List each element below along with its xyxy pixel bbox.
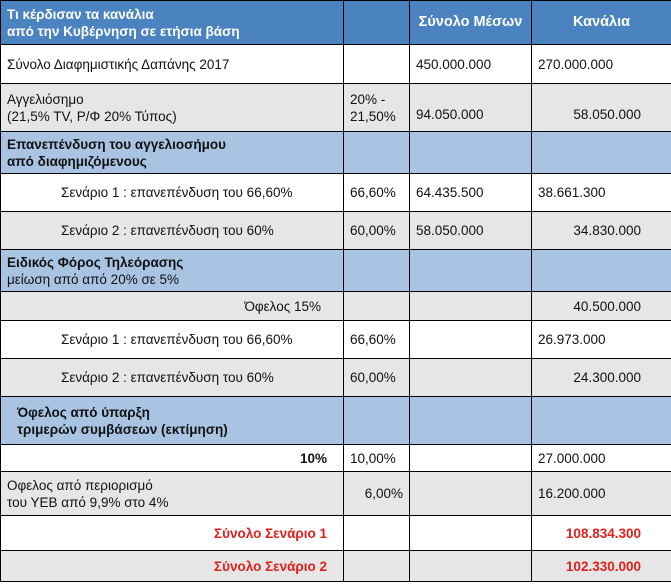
stamp-pct-line1: 20% - [350,91,386,107]
row-reinvest-s2 [1,212,671,250]
tax-s1-channels: 26.973.000 [532,321,671,359]
total-s1-media [410,516,532,551]
stamp-pct [344,84,410,132]
reinvest-s2-label: Σενάριο 2 : επανεπένδυση του 60% [1,212,344,250]
limit-channels: 16.200.000 [532,472,671,516]
benefit-15-channels: 40.500.000 [532,292,671,321]
limit-pct: 6,00% [344,472,410,516]
row-reinvest-section [1,132,671,174]
table-title-line1: Τι κέρδισαν τα κανάλια [7,6,154,22]
contracts-section-empty-3 [532,397,671,445]
contracts-section-empty-1 [344,397,410,445]
reinvest-s2-media: 58.050.000 [410,212,532,250]
reinvest-section-line2: από διαφημιζόμενους [7,153,147,169]
benefit-15-label: Όφελος 15% [1,292,344,321]
row-limit [1,472,671,516]
total-spend-channels: 270.000.000 [532,45,671,84]
row-benefit-15 [1,292,671,321]
reinvest-s1-channels: 38.661.300 [532,174,671,212]
tax-s1-media [410,321,532,359]
tax-s1-label: Σενάριο 1 : επανεπένδυση του 66,60% [1,321,344,359]
row-ten-pct [1,445,671,472]
header-row [1,1,671,45]
limit-media [410,472,532,516]
contracts-section-empty-2 [410,397,532,445]
stamp-pct-line2: 21,50% [350,108,396,124]
tax-section-empty-2 [410,250,532,292]
ten-pct-pct: 10,00% [344,445,410,472]
reinvest-s1-pct: 66,60% [344,174,410,212]
reinvest-s2-pct: 60,00% [344,212,410,250]
stamp-channels: 58.050.000 [532,84,671,132]
row-tax-section [1,250,671,292]
total-spend-label: Σύνολο Διαφημιστικής Δαπάνης 2017 [1,45,344,84]
table-title [1,1,344,45]
reinvest-s1-media: 64.435.500 [410,174,532,212]
total-spend-pct [344,45,410,84]
reinvest-section-empty-1 [344,132,410,174]
tax-section-line1: Ειδικός Φόρος Τηλεόρασης [7,254,184,270]
limit-label-line1: Οφελος από περιορισμό [7,477,153,493]
stamp-label [1,84,344,132]
total-spend-media: 450.000.000 [410,45,532,84]
total-s1-label: Σύνολο Σενάριο 1 [1,516,344,551]
benefit-15-pct [344,292,410,321]
tax-s2-media [410,359,532,397]
total-s1-channels: 108.834.300 [532,516,671,551]
header-channels: Κανάλια [532,1,671,45]
table-title-line2: από την Κυβέρνηση σε ετήσια βάση [7,23,240,39]
contracts-section-line1: Όφελος από ύπαρξη [17,404,150,420]
ten-pct-label: 10% [1,445,344,472]
header-media: Σύνολο Μέσων [410,1,532,45]
contracts-section-title [1,397,344,445]
reinvest-s1-label: Σενάριο 1 : επανεπένδυση του 66,60% [1,174,344,212]
row-total-spend [1,45,671,84]
total-s2-label: Σύνολο Σενάριο 2 [1,551,344,582]
row-total-s1 [1,516,671,551]
tax-s2-channels: 24.300.000 [532,359,671,397]
row-tax-s2 [1,359,671,397]
tax-section-empty-1 [344,250,410,292]
row-reinvest-s1 [1,174,671,212]
contracts-section-line2: τριμερών συμβάσεων (εκτίμηση) [17,421,228,437]
tax-s1-pct: 66,60% [344,321,410,359]
reinvest-s2-channels: 34.830.000 [532,212,671,250]
tax-section-line2: μείωση από από 20% σε 5% [7,271,180,287]
reinvest-section-empty-2 [410,132,532,174]
row-total-s2 [1,551,671,582]
stamp-label-line1: Αγγελιόσημο [7,91,84,107]
row-stamp [1,84,671,132]
total-s2-channels: 102.330.000 [532,551,671,582]
reinvest-section-empty-3 [532,132,671,174]
tax-section-empty-3 [532,250,671,292]
total-s2-pct [344,551,410,582]
benefit-15-media [410,292,532,321]
tax-s2-pct: 60,00% [344,359,410,397]
tax-s2-label: Σενάριο 2 : επανεπένδυση του 60% [1,359,344,397]
tax-section-title [1,250,344,292]
row-contracts-section [1,397,671,445]
stamp-label-line2: (21,5% TV, Ρ/Φ 20% Τύπος) [7,108,177,124]
total-s1-pct [344,516,410,551]
reinvest-section-title [1,132,344,174]
limit-label [1,472,344,516]
total-s2-media [410,551,532,582]
reinvest-section-line1: Επανεπένδυση του αγγελιοσήμου [7,136,226,152]
ten-pct-channels: 27.000.000 [532,445,671,472]
limit-label-line2: του ΥΕΒ από 9,9% στο 4% [7,494,169,510]
stamp-media: 94.050.000 [410,84,532,132]
ten-pct-media [410,445,532,472]
row-tax-s1 [1,321,671,359]
header-empty-cell [344,1,410,45]
